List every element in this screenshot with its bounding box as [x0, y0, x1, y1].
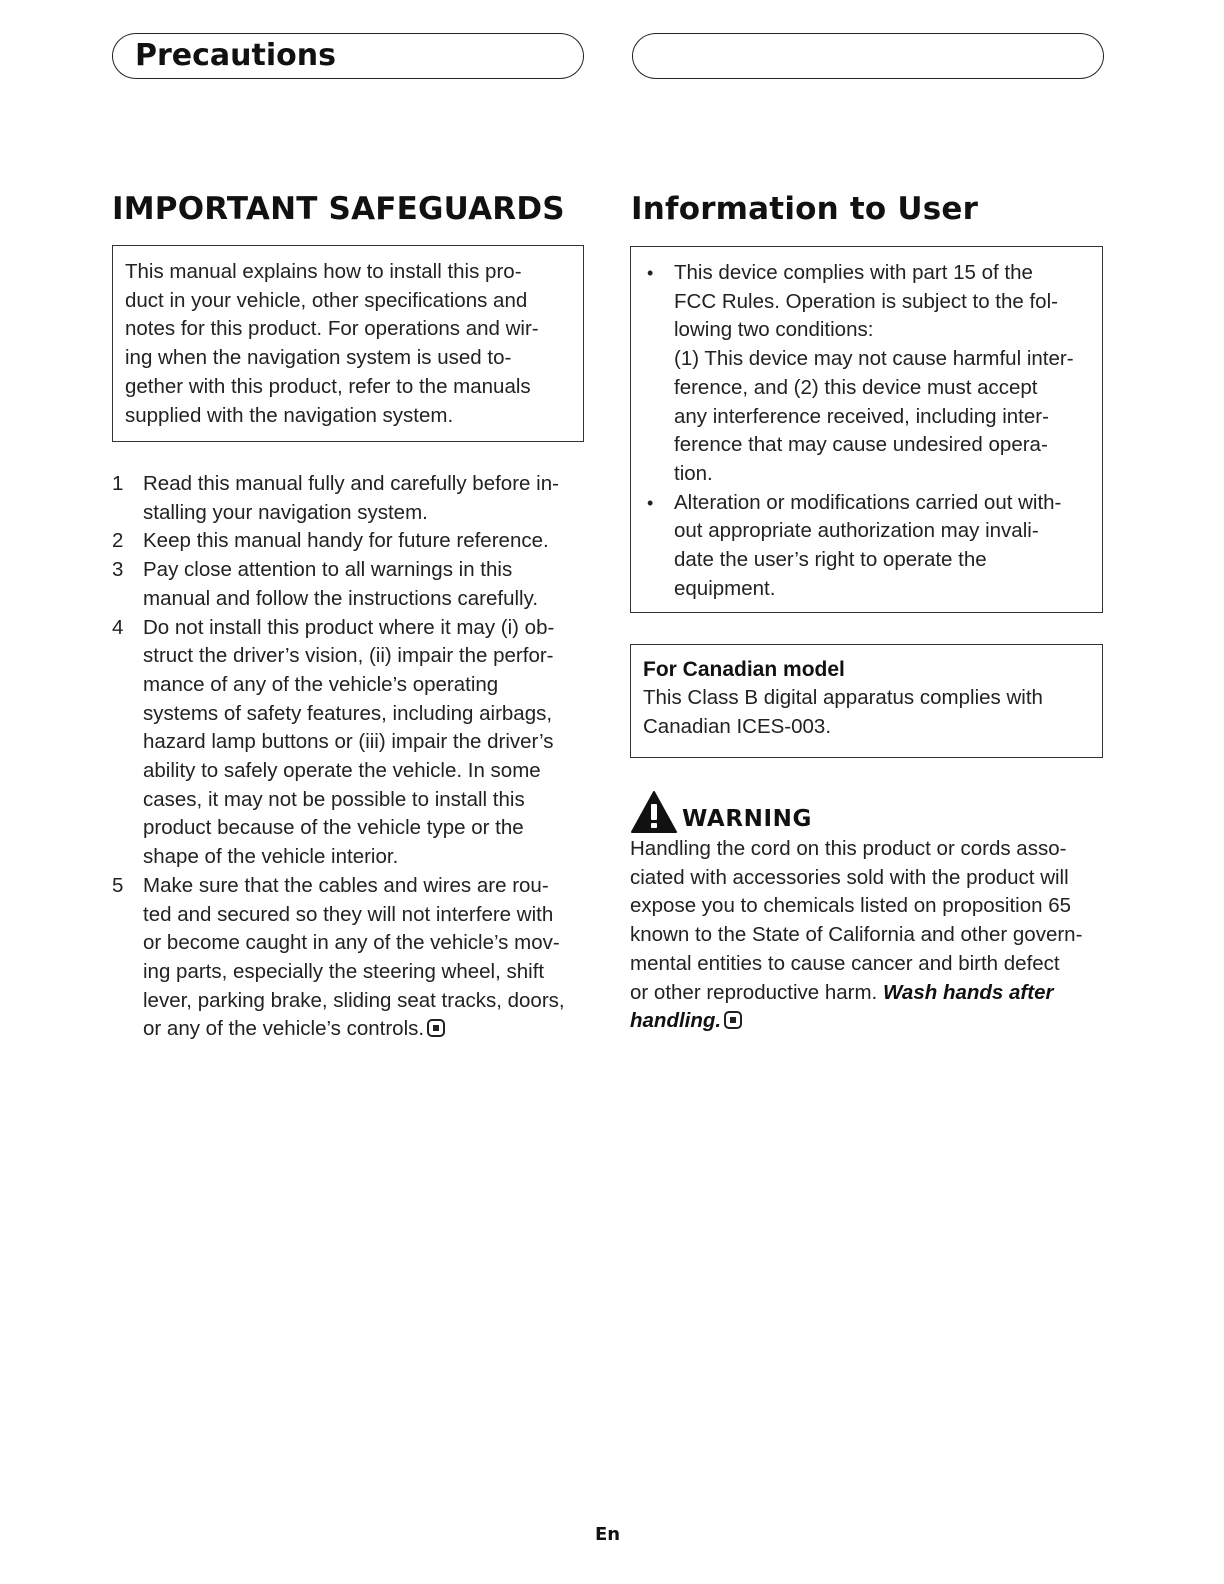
item-line: Do not install this product where it may (i) ob- — [143, 615, 555, 639]
item-line: stalling your navigation system. — [143, 500, 428, 524]
bullet-line: (1) This device may not cause harmful inter- — [674, 347, 1074, 371]
warning-emphasis-final: handling. — [630, 1009, 722, 1033]
end-mark-icon — [724, 1011, 742, 1029]
canada-box — [630, 644, 1103, 758]
info-heading: Information to User — [631, 191, 979, 227]
info-bullets — [645, 259, 1090, 603]
bullet-line: ference, and (2) this device must accept — [674, 375, 1038, 399]
bullet-line: Alteration or modifications carried out with- — [674, 490, 1062, 514]
safeguards-list — [112, 470, 587, 1044]
bullet-line: This device complies with part 15 of the — [674, 261, 1033, 284]
intro-line: supplied with the navigation system. — [125, 403, 454, 427]
canada-line: This Class B digital apparatus complies with — [643, 686, 1043, 709]
warning-line: expose you to chemicals listed on proposition 65 — [630, 894, 1072, 918]
bullet-icon: • — [647, 492, 654, 513]
bullet-line: date the user’s right to operate the — [674, 548, 987, 572]
bullet-line: out appropriate authorization may invali- — [674, 519, 1039, 543]
bullet-item — [645, 489, 1090, 604]
item-line: shape of the vehicle interior. — [143, 845, 399, 869]
bullet-line: FCC Rules. Operation is subject to the fol- — [674, 289, 1058, 313]
item-line: struct the driver’s vision, (ii) impair the perfor- — [143, 644, 554, 668]
bullet-line: lowing two conditions: — [674, 318, 874, 342]
item-line: ing parts, especially the steering wheel, shift — [143, 959, 545, 983]
item-number: 1 — [112, 472, 124, 495]
item-number: 2 — [112, 529, 124, 553]
warning-line: mental entities to cause cancer and birth defect — [630, 951, 1060, 975]
bullet-icon: • — [647, 263, 654, 283]
warning-line-final — [630, 1007, 1110, 1036]
warning-line: Handling the cord on this product or cords asso- — [630, 837, 1067, 860]
intro-line: notes for this product. For operations and wir- — [125, 317, 539, 341]
canada-title: For Canadian model — [643, 658, 845, 681]
warning-title: WARNING — [682, 806, 812, 832]
item-line: Make sure that the cables and wires are rou- — [143, 873, 549, 897]
intro-line: duct in your vehicle, other specifications and — [125, 288, 528, 312]
item-line: mance of any of the vehicle’s operating — [143, 672, 499, 696]
list-item — [112, 556, 587, 613]
list-item — [112, 527, 587, 556]
item-line: Pay close attention to all warnings in this — [143, 558, 513, 582]
item-line: or become caught in any of the vehicle’s mov- — [143, 931, 560, 955]
bullet-line: ference that may cause undesired opera- — [674, 433, 1048, 457]
item-line: product because of the vehicle type or the — [143, 816, 524, 840]
item-line-text: or any of the vehicle’s controls. — [143, 1017, 425, 1041]
page-language-label: En — [595, 1524, 621, 1545]
info-box — [630, 246, 1103, 613]
bullet-line: any interference received, including inter- — [674, 404, 1049, 428]
warning-triangle-icon — [630, 790, 678, 834]
canada-line: Canadian ICES-003. — [643, 714, 832, 738]
item-number: 4 — [112, 615, 124, 639]
item-line: hazard lamp buttons or (iii) impair the driver’s — [143, 730, 554, 754]
intro-line: This manual explains how to install this pro- — [125, 260, 522, 283]
warning-line-plain: or other reproductive harm. — [630, 980, 883, 1004]
item-line: ability to safely operate the vehicle. In some — [143, 759, 541, 783]
list-item — [112, 470, 587, 527]
item-line: Keep this manual handy for future reference. — [143, 529, 549, 553]
item-number: 3 — [112, 558, 124, 582]
section-tab — [112, 33, 584, 79]
warning-text — [630, 835, 1110, 1036]
safeguards-heading: IMPORTANT SAFEGUARDS — [112, 191, 565, 227]
item-line: Read this manual fully and carefully before in- — [143, 472, 559, 495]
warning-emphasis: Wash hands after — [882, 980, 1054, 1004]
item-line: lever, parking brake, sliding seat tracks, doors, — [143, 988, 565, 1012]
warning-line: ciated with accessories sold with the product will — [630, 865, 1069, 889]
item-line: systems of safety features, including airbags, — [143, 701, 553, 725]
section-tab-title: Precautions — [135, 38, 336, 73]
list-item — [112, 872, 587, 1044]
list-item — [112, 614, 587, 872]
bullet-item — [645, 259, 1090, 489]
item-line: ted and secured so they will not interfere with — [143, 902, 554, 926]
bullet-line: equipment. — [674, 576, 776, 600]
item-line: cases, it may not be possible to install this — [143, 787, 525, 811]
intro-line: gether with this product, refer to the manuals — [125, 374, 531, 398]
item-number: 5 — [112, 873, 124, 897]
blank-tab — [632, 33, 1104, 79]
warning-line-mixed — [630, 979, 1110, 1008]
item-line: manual and follow the instructions carefully. — [143, 586, 539, 610]
bullet-line: tion. — [674, 461, 713, 485]
item-line-last — [143, 1015, 587, 1044]
intro-line: ing when the navigation system is used to- — [125, 346, 512, 370]
warning-line: known to the State of California and other govern- — [630, 923, 1083, 947]
end-mark-icon — [427, 1019, 445, 1037]
intro-box — [112, 245, 584, 442]
